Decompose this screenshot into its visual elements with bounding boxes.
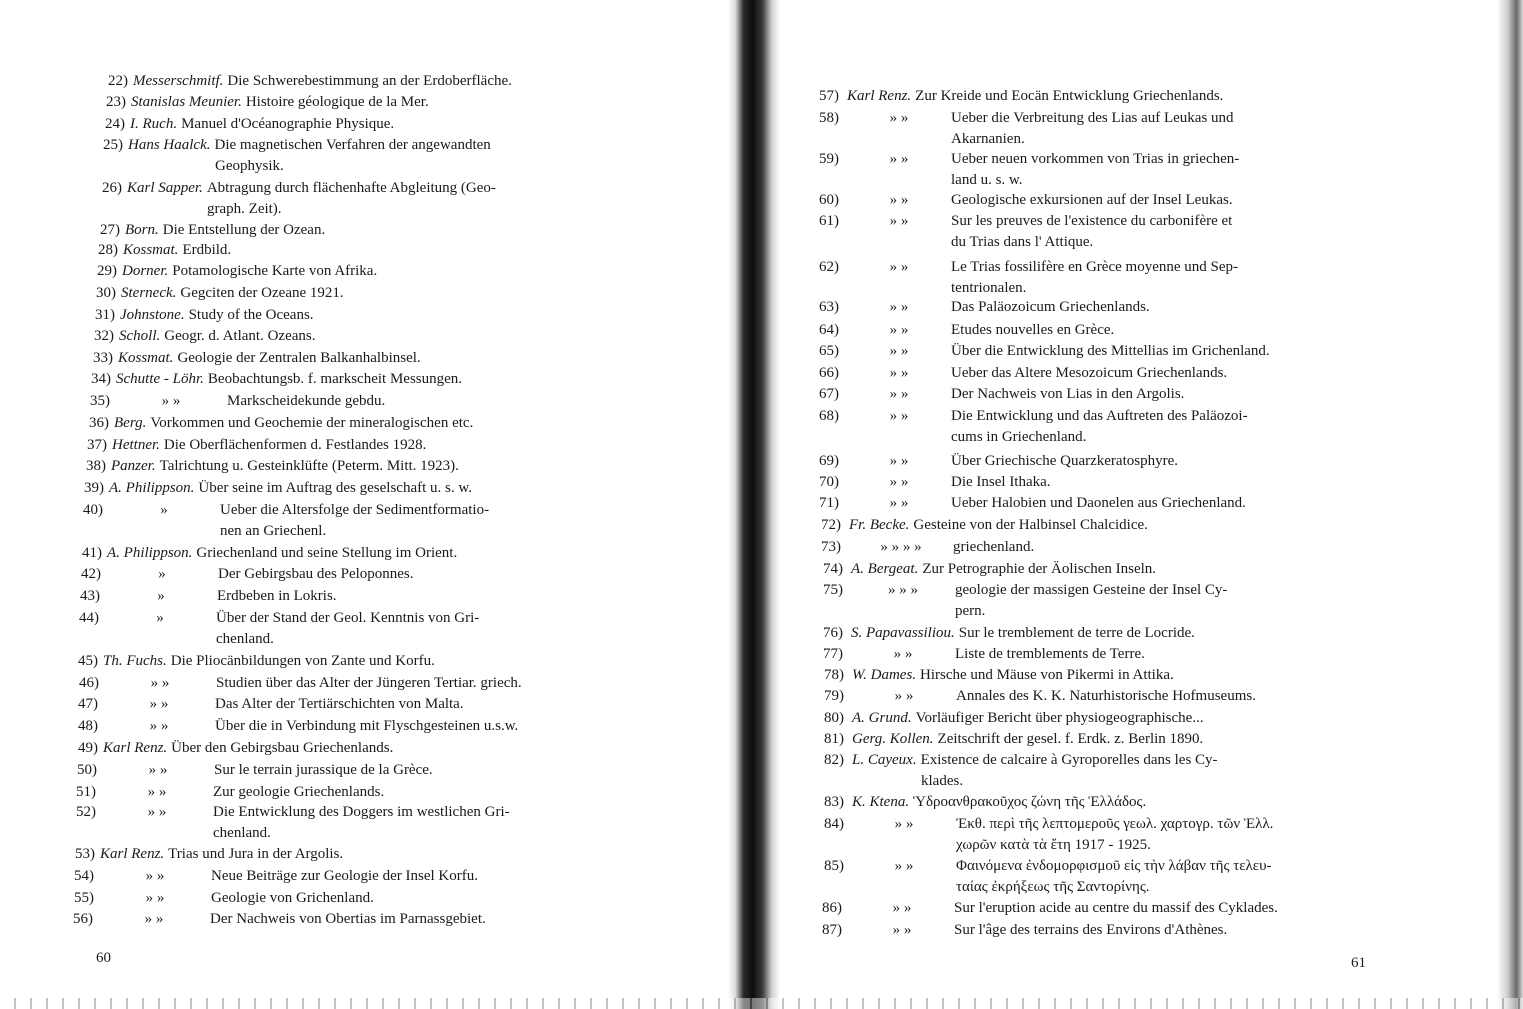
entry-number: 45) [78,653,98,669]
ditto-mark: » » [894,858,914,874]
entry-number: 29) [97,263,117,279]
ditto-mark: » » [889,259,909,275]
entry-number: 46) [79,675,99,691]
entry-number: 78) [824,667,844,683]
ditto-mark: » [156,610,164,626]
bibliography-entry [807,190,1233,210]
bibliography-entry [812,856,1272,876]
entry-title: Der Nachweis von Obertias im Parnassgebiet. [210,911,486,927]
ditto-mark: » » [145,868,165,884]
bibliography-entry [70,478,472,498]
entry-title-continuation: klades. [921,773,964,789]
entry-author: Kossmat. [118,350,174,366]
ditto-mark: » » » » [880,539,922,555]
bibliography-entry [79,348,421,368]
entry-author: Hettner. [112,437,160,453]
entry-title: Erdbild. [182,242,232,258]
ditto-mark: » » [893,646,913,662]
bibliography-entry [812,665,1174,685]
ditto-mark: » » [149,718,169,734]
bibliography-entry [810,898,1278,918]
entry-title: Le Trias fossilifère en Grèce moyenne und Sep- [951,259,1239,275]
bibliography-entry [812,686,1256,706]
bibliography-entry [59,909,486,929]
entry-author: A. Philippson. [109,480,195,496]
entry-title: Gegciten der Ozeane 1921. [180,285,344,301]
entry-title: Zur geologie Griechenlands. [213,784,385,800]
entry-author: L. Cayeux. [852,752,917,768]
entry-number: 37) [87,437,107,453]
entry-title: Ἐκθ. περὶ τῆς λεπτομεροῦς γεωλ. χαρτογρ. τῶν Ἑλλ. [956,816,1274,832]
ditto-mark: » » [889,343,909,359]
entry-number: 28) [98,242,118,258]
entry-number: 62) [819,259,839,275]
ditto-mark: » » [889,474,909,490]
entry-title: Über den Gebirgsbau Griechenlands. [171,740,394,756]
entry-title: Ueber das Altere Mesozoicum Griechenlands. [951,365,1228,381]
entry-number: 49) [78,740,98,756]
entry-number: 44) [79,610,99,626]
entry-number: 71) [819,495,839,511]
entry-author: Messerschmitf. [133,73,224,89]
entry-title-continuation: ταίας ἐκρήξεως τῆς Σαντορίνης. [956,879,1150,895]
entry-title-continuation: pern. [955,603,986,619]
bibliography-entry [807,320,1114,340]
ditto-mark: » » [889,299,909,315]
entry-number: 86) [822,900,842,916]
entry-number: 73) [821,539,841,555]
entry-title-continuation: nen an Griechenl. [220,523,327,539]
entry-title: Ueber die Verbreitung des Lias auf Leukas und [951,110,1234,126]
entry-title: Die Entwicklung des Doggers im westlichen Gri- [213,804,510,820]
entry-number: 65) [819,343,839,359]
entry-number: 67) [819,386,839,402]
bibliography-entry [60,888,374,908]
entry-title: Sur le tremblement de terre de Locride. [958,625,1195,641]
entry-title: Annales des K. K. Naturhistorische Hofmuseums. [956,688,1256,704]
entry-author: A. Philippson. [107,545,193,561]
bibliography-entry [63,760,433,780]
bibliography-entry [811,623,1195,643]
bibliography-entry [73,435,426,455]
entry-author: Johnstone. [120,307,185,323]
bibliography-entry [84,240,231,260]
entry-author: Dorner. [122,263,169,279]
ditto-mark: » » [889,151,909,167]
bibliography-entry [83,261,377,281]
entry-title: Geologische exkursionen auf der Insel Leukas. [951,192,1233,208]
bibliography-entry [76,391,385,411]
ditto-mark: » » [889,322,909,338]
bibliography-entry [807,384,1184,404]
entry-number: 48) [78,718,98,734]
entry-number: 69) [819,453,839,469]
entry-title: Über die in Verbindung mit Flyschgesteinen u.s.w. [215,718,519,734]
entry-title: Der Gebirgsbau des Peloponnes. [218,566,414,582]
entry-author: Kossmat. [123,242,179,258]
entry-number: 30) [96,285,116,301]
bibliography-entry [807,451,1178,471]
entry-author: W. Dames. [852,667,917,683]
entry-title: Sur l'âge des terrains des Environs d'Athènes. [954,922,1228,938]
bibliography-entry [61,844,343,864]
ditto-mark: » [160,502,168,518]
bibliography-entry [64,738,393,758]
entry-number: 42) [81,566,101,582]
entry-title: Geogr. d. Atlant. Ozeans. [164,328,316,344]
entry-title: Etudes nouvelles en Grèce. [951,322,1115,338]
entry-number: 50) [77,762,97,778]
ditto-mark: » » [889,386,909,402]
bibliography-entry [91,114,394,134]
entry-title: Neue Beiträge zur Geologie der Insel Korfu. [211,868,478,884]
entry-title: Über der Stand der Geol. Kenntnis von Gri- [216,610,480,626]
book-gutter [728,0,780,1009]
entry-number: 70) [819,474,839,490]
ditto-mark: » » [150,675,170,691]
ditto-mark: » [157,588,165,604]
ditto-mark: » » [145,890,165,906]
entry-number: 74) [823,561,843,577]
entry-author: Gerg. Kollen. [852,731,934,747]
entry-author: A. Grund. [852,710,912,726]
entry-title: Φαινόμενα ἐνδομορφισμοῦ εἰς τὴν λάβαν τῆς τελευ- [956,858,1272,874]
entry-title: Gesteine von der Halbinsel Chalcidice. [913,517,1148,533]
entry-number: 32) [94,328,114,344]
entry-number: 51) [76,784,96,800]
entry-number: 64) [819,322,839,338]
ditto-mark: » » [889,495,909,511]
page-number: 61 [1351,955,1366,971]
entry-author: Stanislas Meunier. [131,94,242,110]
entry-number: 36) [89,415,109,431]
entry-number: 60) [819,192,839,208]
entry-author: Sterneck. [121,285,177,301]
entry-number: 47) [78,696,98,712]
bibliography-entry [62,802,510,822]
entry-title: Über die Entwicklung des Mittellias im Grichenland. [951,343,1270,359]
entry-title: Erdbeben in Lokris. [217,588,337,604]
entry-title: Sur le terrain jurassique de la Grèce. [214,762,433,778]
entry-title: Geologie der Zentralen Balkanhalbinsel. [177,350,421,366]
entry-title: Manuel d'Océanographie Physique. [181,116,395,132]
entry-title: Existence de calcaire à Gyroporelles dans les Cy- [920,752,1218,768]
entry-title: Geologie von Grichenland. [211,890,374,906]
entry-title: Vorläufiger Bericht über physiogeographische... [915,710,1204,726]
entry-title: Das Alter der Tertiärschichten von Malta. [215,696,464,712]
entry-title: Zur Kreide und Eocän Entwicklung Griechenlands. [915,88,1224,104]
entry-author: S. Papavassiliou. [851,625,955,641]
entry-author: Th. Fuchs. [103,653,167,669]
bibliography-entry [75,413,473,433]
entry-author: Fr. Becke. [849,517,910,533]
bibliography-entry [807,363,1227,383]
entry-author: Scholl. [119,328,161,344]
bibliography-entry [812,708,1204,728]
entry-title-continuation: χωρῶν κατὰ τὰ ἔτη 1917 - 1925. [956,837,1151,853]
bibliography-entry [89,135,491,155]
entry-title: geologie der massigen Gesteine der Insel Cy- [955,582,1228,598]
entry-number: 63) [819,299,839,315]
entry-title: Das Paläozoicum Griechenlands. [951,299,1150,315]
bibliography-entry [80,326,315,346]
bibliography-entry [68,543,457,563]
entry-title: griechenland. [953,539,1035,555]
ditto-mark: » » [144,911,164,927]
ditto-mark: » » [889,213,909,229]
bibliography-entry [809,515,1148,535]
ditto-mark: » [158,566,166,582]
entry-author: Born. [125,222,159,238]
entry-title: Die Entstellung der Ozean. [162,222,326,238]
ditto-mark: » » [161,393,181,409]
entry-number: 68) [819,408,839,424]
ditto-mark: » » [889,110,909,126]
entry-title: Zur Petrographie der Äolischen Inseln. [922,561,1157,577]
entry-title: Die Oberflächenformen d. Festlandes 1928. [163,437,427,453]
entry-title: Die Pliocänbildungen von Zante und Korfu. [170,653,435,669]
entry-title: Zeitschrift der gesel. f. Erdk. z. Berlin 1890. [937,731,1204,747]
entry-title-continuation: chenland. [216,631,274,647]
ditto-mark: » » [894,816,914,832]
bibliography-entry [94,71,512,91]
entry-title-continuation: Geophysik. [215,158,284,174]
entry-author: I. Ruch. [130,116,178,132]
ditto-mark: » » » [888,582,918,598]
bibliography-entry [60,866,478,886]
entry-number: 61) [819,213,839,229]
entry-title: Über Griechische Quarzkeratosphyre. [951,453,1178,469]
entry-title: Markscheidekunde gebdu. [227,393,386,409]
entry-number: 55) [74,890,94,906]
entry-title: Ueber die Altersfolge der Sedimentformatio- [220,502,490,518]
entry-title: Ὑδροανθρακοῦχος ζώνη τῆς Ἑλλάδος. [913,794,1147,810]
ditto-mark: » » [889,365,909,381]
bibliography-entry [811,580,1227,600]
entry-title-continuation: cums in Griechenland. [951,429,1087,445]
entry-title-continuation: tentrionalen. [951,280,1027,296]
entry-author: Panzer. [111,458,156,474]
entry-title: Talrichtung u. Gesteinklüfte (Peterm. Mitt. 1923). [159,458,459,474]
entry-title: Abtragung durch flächenhafte Abgleitung (Geo- [206,180,496,196]
entry-number: 79) [824,688,844,704]
bibliography-entry [807,211,1232,231]
bibliography-entry [81,305,314,325]
bibliography-entry [807,257,1238,277]
bibliography-entry [69,500,489,520]
bibliography-entry [812,792,1146,812]
bibliography-entry [64,694,464,714]
entry-author: Berg. [114,415,147,431]
bibliography-entry [807,86,1223,106]
entry-number: 81) [824,731,844,747]
bibliography-entry [807,149,1239,169]
entry-title: Trias und Jura in der Argolis. [168,846,344,862]
entry-number: 75) [823,582,843,598]
bibliography-entry [77,369,462,389]
bibliography-entry [807,297,1150,317]
entry-number: 82) [824,752,844,768]
bibliography-entry [65,608,479,628]
bibliography-entry [86,220,325,240]
entry-number: 85) [824,858,844,874]
entry-number: 31) [95,307,115,323]
entry-number: 22) [108,73,128,89]
entry-title: Study of the Oceans. [188,307,314,323]
entry-title: Die magnetischen Verfahren der angewandten [214,137,491,153]
bibliography-entry [82,283,344,303]
entry-author: Hans Haalck. [128,137,211,153]
entry-number: 26) [102,180,122,196]
entry-title: Über seine im Auftrag des geselschaft u. s. w. [198,480,472,496]
entry-title-continuation: du Trias dans l' Attique. [951,234,1094,250]
entry-number: 34) [91,371,111,387]
ditto-mark: » » [889,408,909,424]
entry-author: Karl Renz. [103,740,168,756]
entry-number: 52) [76,804,96,820]
bibliography-entry [64,651,435,671]
entry-title: Potamologische Karte von Afrika. [172,263,378,279]
entry-title: Studien über das Alter der Jüngeren Tertiar. griech. [216,675,522,691]
entry-number: 25) [103,137,123,153]
ditto-mark: » » [892,900,912,916]
entry-title: Die Entwicklung und das Auftreten des Paläozoi- [951,408,1248,424]
entry-number: 87) [822,922,842,938]
bibliography-entry [62,782,384,802]
entry-number: 84) [824,816,844,832]
ditto-mark: » » [889,453,909,469]
entry-author: Karl Renz. [847,88,912,104]
ditto-mark: » » [892,922,912,938]
entry-title: Ueber neuen vorkommen von Trias in griechen- [951,151,1240,167]
bibliography-entry [88,178,496,198]
entry-title-continuation: Akarnanien. [951,131,1025,147]
bibliography-entry [807,108,1234,128]
right-page [775,0,1523,1009]
entry-number: 53) [75,846,95,862]
bibliography-entry [812,814,1273,834]
entry-number: 77) [823,646,843,662]
bibliography-entry [66,586,337,606]
bibliography-entry [807,341,1270,361]
entry-title: Beobachtungsb. f. markscheit Messungen. [207,371,463,387]
entry-number: 66) [819,365,839,381]
bibliography-entry [64,716,518,736]
entry-number: 56) [73,911,93,927]
entry-number: 41) [82,545,102,561]
bibliography-entry [811,644,1145,664]
entry-title: Vorkommen und Geochemie der mineralogischen etc. [150,415,474,431]
bibliography-entry [72,456,459,476]
entry-number: 83) [824,794,844,810]
bibliography-entry [811,559,1156,579]
entry-number: 59) [819,151,839,167]
entry-title: Die Insel Ithaka. [951,474,1051,490]
entry-number: 24) [105,116,125,132]
entry-author: Karl Renz. [100,846,165,862]
entry-number: 33) [93,350,113,366]
bibliography-entry [807,406,1248,426]
entry-number: 43) [80,588,100,604]
entry-title: Ueber Halobien und Daonelen aus Griechenland. [951,495,1246,511]
entry-author: K. Ktena. [852,794,910,810]
entry-number: 57) [819,88,839,104]
entry-title: Der Nachweis von Lias in den Argolis. [951,386,1185,402]
bibliography-entry [92,92,429,112]
entry-number: 35) [90,393,110,409]
entry-number: 39) [84,480,104,496]
ditto-mark: » » [147,804,167,820]
bibliography-entry [812,729,1203,749]
page-number: 60 [96,950,111,966]
entry-title-continuation: graph. Zeit). [207,201,282,217]
entry-number: 76) [823,625,843,641]
entry-title-continuation: land u. s. w. [951,172,1023,188]
bibliography-entry [809,537,1034,557]
entry-number: 80) [824,710,844,726]
entry-author: Karl Sapper. [127,180,203,196]
ditto-mark: » » [894,688,914,704]
entry-author: A. Bergeat. [851,561,919,577]
bibliography-entry [807,493,1246,513]
bibliography-entry [810,920,1227,940]
entry-number: 23) [106,94,126,110]
entry-number: 40) [83,502,103,518]
entry-title: Sur l'eruption acide au centre du massif des Cyklades. [954,900,1278,916]
bibliography-entry [812,750,1218,770]
left-page [0,0,735,1009]
entry-title: Histoire géologique de la Mer. [245,94,429,110]
entry-title: Liste de tremblements de Terre. [955,646,1145,662]
ditto-mark: » » [889,192,909,208]
entry-title: Sur les preuves de l'existence du carbonifère et [951,213,1233,229]
bibliography-entry [807,472,1051,492]
ditto-mark: » » [147,784,167,800]
ditto-mark: » » [148,762,168,778]
bibliography-entry [65,673,522,693]
entry-author: Schutte - Löhr. [116,371,204,387]
entry-number: 58) [819,110,839,126]
ditto-mark: » » [149,696,169,712]
entry-title: Griechenland und seine Stellung im Orient. [196,545,458,561]
entry-number: 54) [74,868,94,884]
entry-title-continuation: chenland. [213,825,271,841]
entry-number: 27) [100,222,120,238]
entry-number: 38) [86,458,106,474]
entry-title: Hirsche und Mäuse von Pikermi in Attika. [920,667,1174,683]
entry-title: Die Schwerebestimmung an der Erdoberfläche. [227,73,512,89]
bibliography-entry [67,564,414,584]
entry-number: 72) [821,517,841,533]
